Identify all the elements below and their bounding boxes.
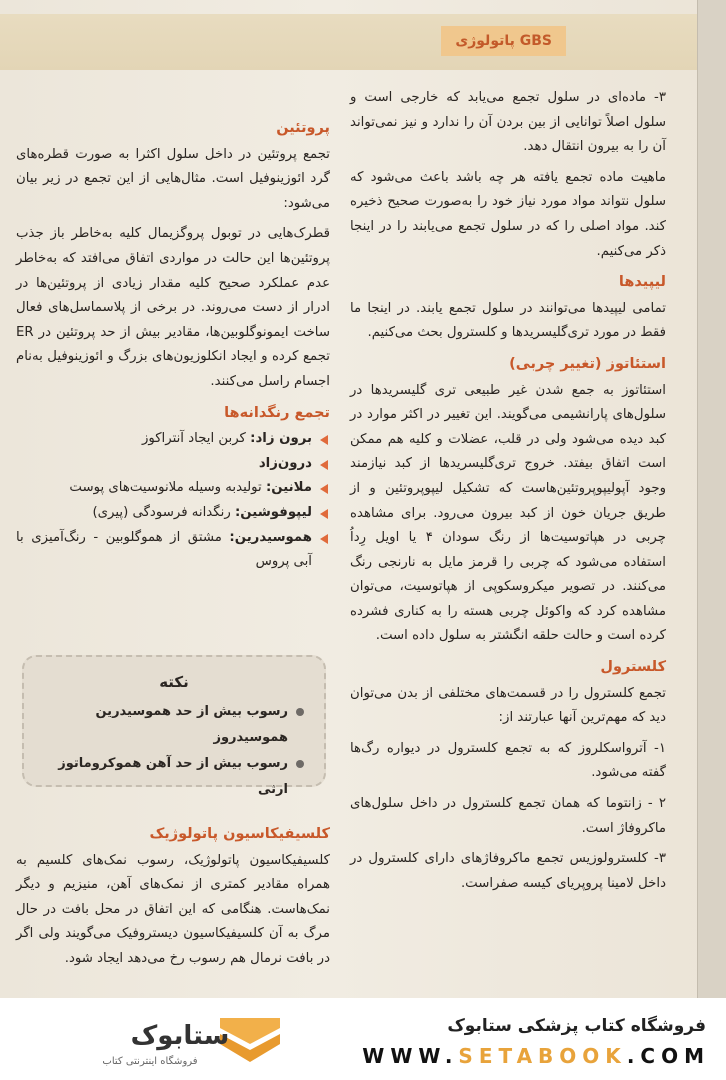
list-item: ۱- آترواسکلروز که به تجمع کلسترول در دیواره رگ‌ها گفته می‌شود. [350, 740, 666, 781]
pigment-desc: مشتق از هموگلوبین - رنگ‌آمیزی با آبی پروس [16, 529, 312, 570]
note-list [34, 699, 306, 803]
pigment-term: درون‌زاد [258, 455, 312, 471]
header-band [0, 14, 700, 70]
store-name: فروشگاه کتاب پزشکی ستابوک [447, 1016, 706, 1036]
url-prefix: WWW. [362, 1044, 459, 1068]
calcification-heading: کلسیفیکاسیون پاتولوژیک [149, 826, 330, 842]
paragraph: تجمع پروتئین در داخل سلول اکثرا به صورت قطره‌های گرد ائوزینوفیل است. مثال‌هایی از این تجمع در زیر بیان می‌شود: [16, 146, 330, 211]
paragraph: کلسیفیکاسیون پاتولوژیک، رسوب نمک‌های کلسیم به همراه مقادیر کمتری از نمک‌های آهن، منیزیم و دیگر نمک‌هاست. هنگامی که این اتفاق در محل بافت در حال مرگ به آن کلسیفیکاسیون دیستروفیک می‌گویند ولی اگر در بافت نرمال هم رسوب رخ می‌دهد ایجاد شود. [16, 852, 330, 966]
proteins-heading: پروتئین [276, 120, 330, 136]
pigment-term: ملانین: [265, 480, 312, 496]
logo-subtext: فروشگاه اینترنتی کتاب [102, 1056, 198, 1067]
note-title: نکته [159, 673, 189, 691]
list-item [16, 526, 330, 575]
pigments-list [16, 427, 330, 575]
right-column [350, 86, 666, 902]
pigment-term: برون زاد: [250, 431, 312, 447]
list-item [16, 427, 330, 452]
logo-text: ستابوک [130, 1021, 230, 1051]
list-item: ۲ - زانتوما که همان تجمع کلسترول در داخل سلول‌های ماکروفاژ است. [350, 796, 666, 836]
left-column [16, 110, 330, 575]
paragraph: استئاتوز به جمع شدن غیر طبیعی تری گلیسریدها در سلول‌های پارانشیمی می‌گویند. این تغییر در اکثر موارد در کبد دیده می‌شود ولی در قلب، عضلات و کلیه هم ممکن است اتفاق بیفتد. خروج تری‌گلیسریدها از کبد نیازمند وجود آپولیپوپروتئین‌هاست که تشکیل لیپوپروتئین و از طریق جریان خون از کبد بیرون می‌رود. برای مشاهده چربی در هپاتوسیت‌ها از رنگ سودان ۴ یا اویل رِداُ استفاده می‌شود که چربی را قرمز مایل به نارنجی رنگ می‌کنند. در تصویر میکروسکوپی از هپاتوسیت، می‌توان مشاهده کرد که واکوئل چربی هسته را به کناری فشرده کرده است و حالت حلقه انگشتر به سلول داده است. [350, 382, 666, 644]
lipids-heading: لیپیدها [618, 274, 666, 291]
store-footer [0, 998, 726, 1080]
url-brand: SETABOOK [458, 1044, 627, 1068]
steatosis-heading: استئاتوز (تغییر چربی) [509, 355, 666, 372]
store-logo[interactable] [30, 1010, 280, 1070]
chapter-title [441, 26, 566, 56]
chapter-title-text: GBS پاتولوژی [455, 33, 552, 49]
paragraph: ۳- ماده‌ای در سلول تجمع می‌یابد که خارجی است و سلول اصلاً توانایی از بین بردن آن را ندارد و نیز نمی‌تواند آن را به بیرون انتقال دهد. [350, 90, 666, 155]
paragraph: تجمع کلسترول را در قسمت‌های مختلفی از بدن می‌توان دید که مهم‌ترین آنها عبارتند از: [350, 685, 666, 726]
pigment-desc: رنگدانه فرسودگی (پیری) [92, 504, 235, 520]
calcification-section [16, 816, 330, 978]
note-item: رسوب بیش از حد هموسیدرین هموسیدروز [34, 699, 306, 751]
list-item [16, 452, 330, 477]
pigment-term: هموسیدرین: [229, 529, 312, 545]
list-item: ۳- کلسترولوزیس تجمع ماکروفاژهای دارای کلسترول در داخل لامینا پروپریای کیسه صفراست. [350, 851, 666, 891]
pigment-term: لیپوفوشین: [234, 504, 312, 520]
page-edge [697, 0, 726, 998]
paragraph: تمامی لیپیدها می‌توانند در سلول تجمع یابند. در اینجا ما فقط در مورد تری‌گلیسریدها و کلسترول بحث می‌کنیم. [350, 300, 666, 341]
cholesterol-heading: کلسترول [600, 659, 666, 676]
store-url[interactable] [362, 1044, 710, 1068]
list-item [16, 501, 330, 526]
pigment-desc: کربن ایجاد آنتراکوز [141, 431, 251, 447]
paragraph: قطرک‌هایی در توبول پروگزیمال کلیه به‌خاطر باز جذب پروتئین‌ها این حالت در مواردی اتفاق می‌افتد که به‌خاطر عدم عملکرد صحیح کلیه مقدار زیادی از پروتئین‌ها در ادرار از دست می‌روند. در برخی از پلاسماسل‌های فعال ساخت ایمونوگلوبین‌ها، مقادیر بیش از حد پروتئین در ER تجمع کرده و ایجاد انکلوزیون‌های بزرگ و ائوزینوفیل به‌نام اجسام راسل می‌کنند. [16, 226, 330, 389]
note-box [22, 655, 326, 797]
paragraph: ماهیت ماده تجمع یافته هر چه باشد باعث می‌شود که سلول نتواند مواد مورد نیاز خود را به‌صورت صحیح ذخیره کند. مواد اصلی را که در سلول تجمع می‌یابند را در اینجا ذکر می‌کنیم. [350, 169, 666, 259]
url-suffix: .COM [626, 1044, 710, 1068]
pigment-desc: تولیدبه وسیله ملانوسیت‌های پوست [69, 480, 266, 496]
pigments-heading: تجمع رنگدانه‌ها [224, 404, 330, 421]
list-item [16, 476, 330, 501]
note-item: رسوب بیش از حد آهن هموکروماتوز ارثی [34, 751, 306, 803]
